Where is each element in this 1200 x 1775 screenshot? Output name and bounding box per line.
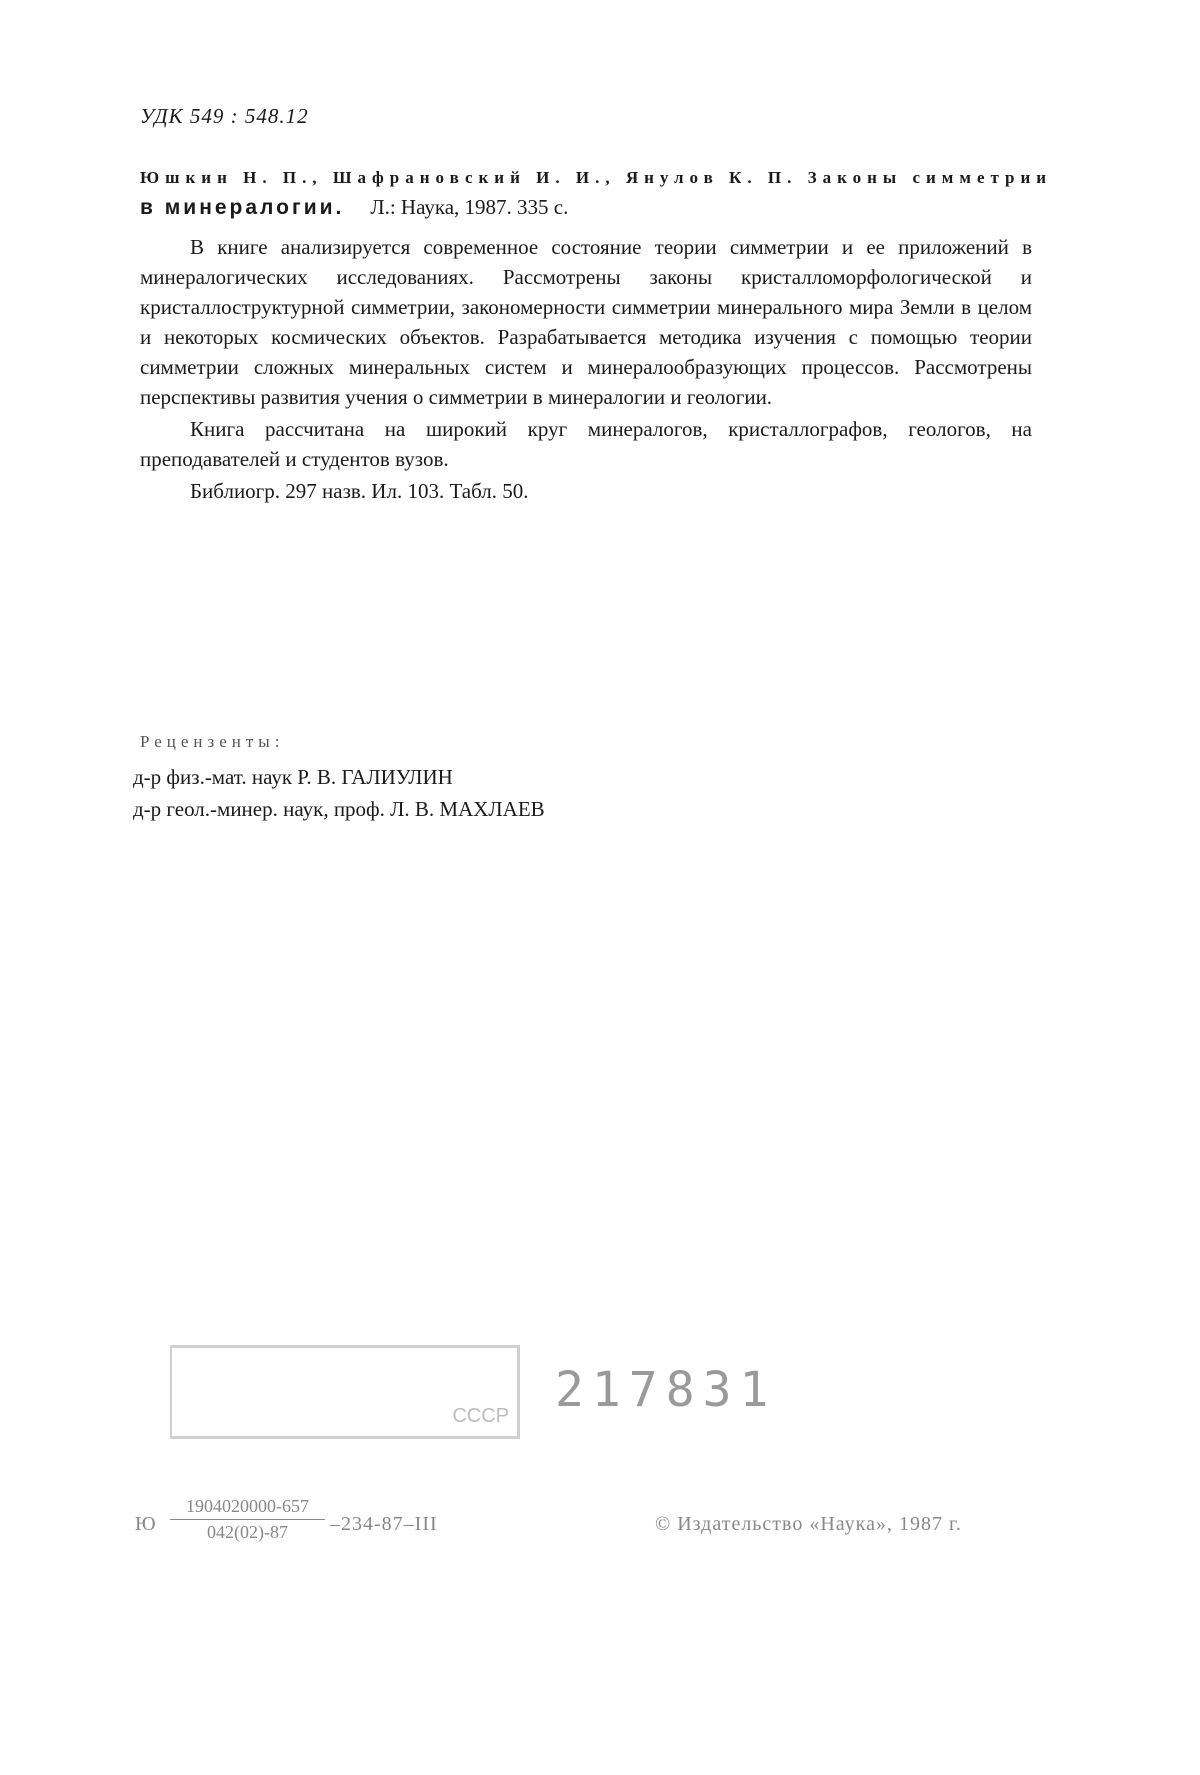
abstract-paragraph: Библиогр. 297 назв. Ил. 103. Табл. 50.	[190, 479, 529, 503]
abstract-paragraph: В книге анализируется современное состояние теории симметрии и ее приложений в минералогических исследованиях. Рассмотрены законы кристалломорфологической и кристаллоструктурной симметрии, закономерности симметрии минерального мира Земли в целом и некоторых космических объектов. Разрабатывается методика изучения с помощью теории симметрии сложных минеральных систем и минералообразующих процессов. Рассмотрены перспективы развития учения о симметрии в минералогии и геологии.	[140, 235, 1032, 409]
udk-code: УДК 549 : 548.12	[140, 104, 309, 128]
abstract-paragraph: Книга рассчитана на широкий круг минералогов, кристаллографов, геологов, на преподавателей и студентов вузов.	[140, 417, 1032, 471]
imprint-fraction	[170, 1496, 325, 1543]
inventory-number: 217831	[555, 1362, 777, 1418]
imprint-denominator: 042(02)-87	[207, 1522, 288, 1542]
imprint-prefix: Ю	[135, 1513, 156, 1535]
abstract	[140, 232, 1032, 506]
reviewer-1: д-р физ.-мат. наук Р. В. ГАЛИУЛИН	[133, 765, 453, 789]
publication-info: Л.: Наука, 1987. 335 с.	[370, 195, 569, 219]
imprint-numerator: 1904020000-657	[170, 1496, 325, 1520]
imprint-suffix: –234-87–III	[330, 1513, 438, 1535]
citation-authors: Юшкин Н. П., Шафрановский И. И., Янулов К. П. Законы симметрии	[140, 168, 1053, 187]
copyright-notice: © Издательство «Наука», 1987 г.	[655, 1513, 962, 1535]
reviewers-label: Рецензенты:	[140, 732, 285, 751]
library-stamp	[170, 1345, 520, 1439]
book-title: в минералогии.	[140, 196, 345, 219]
reviewer-2: д-р геол.-минер. наук, проф. Л. В. МАХЛАЕВ	[133, 797, 545, 821]
citation-title-line	[140, 195, 568, 220]
stamp-text: СССР	[452, 1405, 509, 1427]
